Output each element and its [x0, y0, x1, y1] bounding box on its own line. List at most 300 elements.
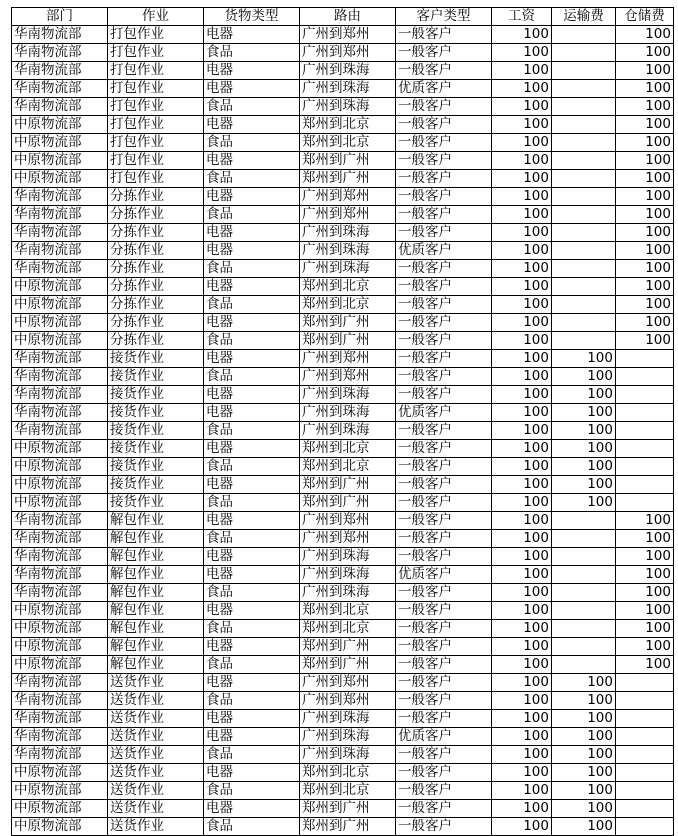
cell-wage[interactable]: 100 — [492, 170, 552, 188]
cell-department[interactable]: 华南物流部 — [12, 80, 108, 98]
cell-department[interactable]: 华南物流部 — [12, 674, 108, 692]
cell-goods-type[interactable]: 食品 — [204, 422, 300, 440]
cell-storage-fee[interactable]: 100 — [616, 152, 674, 170]
cell-customer-type[interactable]: 一般客户 — [396, 638, 492, 656]
cell-customer-type[interactable]: 一般客户 — [396, 530, 492, 548]
cell-department[interactable]: 中原物流部 — [12, 134, 108, 152]
cell-wage[interactable]: 100 — [492, 638, 552, 656]
cell-operation[interactable]: 送货作业 — [108, 746, 204, 764]
cell-route[interactable]: 广州到珠海 — [300, 584, 396, 602]
cell-transport-fee[interactable]: 100 — [552, 764, 616, 782]
cell-wage[interactable]: 100 — [492, 242, 552, 260]
cell-operation[interactable]: 打包作业 — [108, 134, 204, 152]
cell-goods-type[interactable]: 食品 — [204, 206, 300, 224]
cell-transport-fee[interactable]: 100 — [552, 800, 616, 818]
cell-operation[interactable]: 送货作业 — [108, 674, 204, 692]
cell-operation[interactable]: 打包作业 — [108, 170, 204, 188]
cell-goods-type[interactable]: 食品 — [204, 44, 300, 62]
cell-storage-fee[interactable]: 100 — [616, 98, 674, 116]
cell-customer-type[interactable]: 一般客户 — [396, 674, 492, 692]
cell-storage-fee[interactable]: 100 — [616, 332, 674, 350]
cell-department[interactable]: 华南物流部 — [12, 260, 108, 278]
cell-customer-type[interactable]: 优质客户 — [396, 242, 492, 260]
cell-route[interactable]: 广州到郑州 — [300, 512, 396, 530]
cell-goods-type[interactable]: 食品 — [204, 260, 300, 278]
cell-storage-fee[interactable]: 100 — [616, 260, 674, 278]
cell-route[interactable]: 广州到珠海 — [300, 422, 396, 440]
cell-customer-type[interactable]: 一般客户 — [396, 332, 492, 350]
cell-goods-type[interactable]: 电器 — [204, 764, 300, 782]
cell-transport-fee[interactable] — [552, 116, 616, 134]
cell-route[interactable]: 郑州到广州 — [300, 656, 396, 674]
cell-wage[interactable]: 100 — [492, 764, 552, 782]
cell-wage[interactable]: 100 — [492, 530, 552, 548]
cell-customer-type[interactable]: 一般客户 — [396, 134, 492, 152]
cell-department[interactable]: 华南物流部 — [12, 566, 108, 584]
cell-wage[interactable]: 100 — [492, 134, 552, 152]
cell-department[interactable]: 中原物流部 — [12, 620, 108, 638]
cell-route[interactable]: 广州到郑州 — [300, 44, 396, 62]
cell-customer-type[interactable]: 一般客户 — [396, 476, 492, 494]
cell-route[interactable]: 广州到珠海 — [300, 62, 396, 80]
col-header-department[interactable]: 部门 — [12, 8, 108, 26]
cell-route[interactable]: 郑州到北京 — [300, 620, 396, 638]
cell-operation[interactable]: 分拣作业 — [108, 242, 204, 260]
cell-wage[interactable]: 100 — [492, 350, 552, 368]
cell-wage[interactable]: 100 — [492, 458, 552, 476]
cell-department[interactable]: 华南物流部 — [12, 44, 108, 62]
cell-operation[interactable]: 送货作业 — [108, 782, 204, 800]
cell-storage-fee[interactable]: 100 — [616, 134, 674, 152]
cell-department[interactable]: 华南物流部 — [12, 62, 108, 80]
cell-goods-type[interactable]: 食品 — [204, 368, 300, 386]
cell-storage-fee[interactable] — [616, 350, 674, 368]
cell-goods-type[interactable]: 电器 — [204, 386, 300, 404]
cell-operation[interactable]: 接货作业 — [108, 440, 204, 458]
cell-operation[interactable]: 送货作业 — [108, 692, 204, 710]
cell-wage[interactable]: 100 — [492, 260, 552, 278]
cell-customer-type[interactable]: 一般客户 — [396, 548, 492, 566]
cell-operation[interactable]: 打包作业 — [108, 98, 204, 116]
cell-operation[interactable]: 解包作业 — [108, 656, 204, 674]
cell-transport-fee[interactable]: 100 — [552, 404, 616, 422]
cell-operation[interactable]: 打包作业 — [108, 44, 204, 62]
cell-route[interactable]: 广州到珠海 — [300, 548, 396, 566]
cell-goods-type[interactable]: 食品 — [204, 620, 300, 638]
cell-storage-fee[interactable] — [616, 458, 674, 476]
cell-transport-fee[interactable] — [552, 224, 616, 242]
cell-wage[interactable]: 100 — [492, 368, 552, 386]
cell-customer-type[interactable]: 一般客户 — [396, 62, 492, 80]
cell-customer-type[interactable]: 一般客户 — [396, 350, 492, 368]
cell-goods-type[interactable]: 食品 — [204, 656, 300, 674]
cell-operation[interactable]: 分拣作业 — [108, 224, 204, 242]
cell-transport-fee[interactable] — [552, 152, 616, 170]
cell-department[interactable]: 中原物流部 — [12, 314, 108, 332]
cell-wage[interactable]: 100 — [492, 548, 552, 566]
cell-storage-fee[interactable]: 100 — [616, 656, 674, 674]
cell-transport-fee[interactable] — [552, 44, 616, 62]
cell-department[interactable]: 中原物流部 — [12, 782, 108, 800]
cell-customer-type[interactable]: 一般客户 — [396, 746, 492, 764]
cell-wage[interactable]: 100 — [492, 746, 552, 764]
cell-department[interactable]: 中原物流部 — [12, 656, 108, 674]
cell-transport-fee[interactable]: 100 — [552, 494, 616, 512]
cell-wage[interactable]: 100 — [492, 332, 552, 350]
cell-transport-fee[interactable]: 100 — [552, 782, 616, 800]
cell-goods-type[interactable]: 食品 — [204, 818, 300, 836]
cell-storage-fee[interactable]: 100 — [616, 314, 674, 332]
cell-route[interactable]: 广州到珠海 — [300, 746, 396, 764]
cell-transport-fee[interactable] — [552, 638, 616, 656]
cell-wage[interactable]: 100 — [492, 674, 552, 692]
cell-operation[interactable]: 解包作业 — [108, 620, 204, 638]
cell-route[interactable]: 郑州到北京 — [300, 602, 396, 620]
cell-storage-fee[interactable]: 100 — [616, 26, 674, 44]
cell-department[interactable]: 中原物流部 — [12, 638, 108, 656]
cell-operation[interactable]: 打包作业 — [108, 80, 204, 98]
cell-customer-type[interactable]: 一般客户 — [396, 692, 492, 710]
cell-goods-type[interactable]: 电器 — [204, 638, 300, 656]
cell-goods-type[interactable]: 电器 — [204, 152, 300, 170]
cell-transport-fee[interactable] — [552, 26, 616, 44]
cell-operation[interactable]: 接货作业 — [108, 350, 204, 368]
cell-transport-fee[interactable] — [552, 98, 616, 116]
cell-goods-type[interactable]: 电器 — [204, 314, 300, 332]
cell-goods-type[interactable]: 食品 — [204, 134, 300, 152]
cell-route[interactable]: 广州到珠海 — [300, 710, 396, 728]
cell-goods-type[interactable]: 电器 — [204, 62, 300, 80]
cell-goods-type[interactable]: 食品 — [204, 782, 300, 800]
cell-storage-fee[interactable] — [616, 440, 674, 458]
cell-goods-type[interactable]: 电器 — [204, 404, 300, 422]
cell-transport-fee[interactable] — [552, 278, 616, 296]
cell-department[interactable]: 中原物流部 — [12, 602, 108, 620]
cell-wage[interactable]: 100 — [492, 584, 552, 602]
cell-customer-type[interactable]: 一般客户 — [396, 296, 492, 314]
cell-department[interactable]: 中原物流部 — [12, 170, 108, 188]
cell-wage[interactable]: 100 — [492, 224, 552, 242]
cell-route[interactable]: 广州到郑州 — [300, 530, 396, 548]
cell-operation[interactable]: 分拣作业 — [108, 296, 204, 314]
cell-route[interactable]: 郑州到北京 — [300, 782, 396, 800]
cell-route[interactable]: 郑州到广州 — [300, 332, 396, 350]
cell-customer-type[interactable]: 一般客户 — [396, 98, 492, 116]
cell-storage-fee[interactable] — [616, 386, 674, 404]
cell-department[interactable]: 华南物流部 — [12, 224, 108, 242]
cell-wage[interactable]: 100 — [492, 692, 552, 710]
cell-goods-type[interactable]: 食品 — [204, 296, 300, 314]
cell-department[interactable]: 华南物流部 — [12, 692, 108, 710]
cell-goods-type[interactable]: 食品 — [204, 332, 300, 350]
cell-transport-fee[interactable] — [552, 566, 616, 584]
cell-route[interactable]: 广州到珠海 — [300, 224, 396, 242]
cell-customer-type[interactable]: 优质客户 — [396, 404, 492, 422]
cell-operation[interactable]: 分拣作业 — [108, 314, 204, 332]
cell-department[interactable]: 中原物流部 — [12, 296, 108, 314]
cell-transport-fee[interactable]: 100 — [552, 692, 616, 710]
cell-department[interactable]: 华南物流部 — [12, 548, 108, 566]
cell-wage[interactable]: 100 — [492, 62, 552, 80]
cell-customer-type[interactable]: 一般客户 — [396, 584, 492, 602]
cell-storage-fee[interactable] — [616, 404, 674, 422]
cell-department[interactable]: 中原物流部 — [12, 332, 108, 350]
cell-customer-type[interactable]: 一般客户 — [396, 152, 492, 170]
cell-wage[interactable]: 100 — [492, 800, 552, 818]
cell-storage-fee[interactable]: 100 — [616, 602, 674, 620]
cell-customer-type[interactable]: 一般客户 — [396, 26, 492, 44]
cell-operation[interactable]: 接货作业 — [108, 476, 204, 494]
cell-operation[interactable]: 送货作业 — [108, 728, 204, 746]
cell-storage-fee[interactable] — [616, 368, 674, 386]
cell-operation[interactable]: 接货作业 — [108, 422, 204, 440]
cell-route[interactable]: 郑州到广州 — [300, 800, 396, 818]
col-header-route[interactable]: 路由 — [300, 8, 396, 26]
cell-route[interactable]: 郑州到广州 — [300, 818, 396, 836]
cell-route[interactable]: 郑州到广州 — [300, 152, 396, 170]
cell-customer-type[interactable]: 一般客户 — [396, 782, 492, 800]
cell-department[interactable]: 华南物流部 — [12, 206, 108, 224]
cell-goods-type[interactable]: 电器 — [204, 602, 300, 620]
cell-goods-type[interactable]: 电器 — [204, 728, 300, 746]
cell-goods-type[interactable]: 电器 — [204, 710, 300, 728]
cell-storage-fee[interactable] — [616, 476, 674, 494]
cell-operation[interactable]: 送货作业 — [108, 800, 204, 818]
cell-goods-type[interactable]: 电器 — [204, 440, 300, 458]
cell-customer-type[interactable]: 一般客户 — [396, 710, 492, 728]
cell-goods-type[interactable]: 电器 — [204, 188, 300, 206]
cell-goods-type[interactable]: 电器 — [204, 566, 300, 584]
cell-storage-fee[interactable]: 100 — [616, 512, 674, 530]
cell-route[interactable]: 郑州到广州 — [300, 170, 396, 188]
cell-storage-fee[interactable]: 100 — [616, 620, 674, 638]
cell-customer-type[interactable]: 一般客户 — [396, 458, 492, 476]
cell-wage[interactable]: 100 — [492, 314, 552, 332]
cell-operation[interactable]: 打包作业 — [108, 116, 204, 134]
cell-customer-type[interactable]: 一般客户 — [396, 116, 492, 134]
cell-transport-fee[interactable]: 100 — [552, 746, 616, 764]
cell-storage-fee[interactable]: 100 — [616, 62, 674, 80]
cell-storage-fee[interactable]: 100 — [616, 188, 674, 206]
cell-customer-type[interactable]: 优质客户 — [396, 728, 492, 746]
cell-route[interactable]: 广州到珠海 — [300, 242, 396, 260]
cell-storage-fee[interactable]: 100 — [616, 80, 674, 98]
cell-wage[interactable]: 100 — [492, 26, 552, 44]
cell-storage-fee[interactable] — [616, 800, 674, 818]
cell-operation[interactable]: 解包作业 — [108, 548, 204, 566]
cell-operation[interactable]: 解包作业 — [108, 512, 204, 530]
cell-route[interactable]: 郑州到广州 — [300, 494, 396, 512]
cell-route[interactable]: 郑州到北京 — [300, 458, 396, 476]
cell-transport-fee[interactable] — [552, 314, 616, 332]
cell-goods-type[interactable]: 食品 — [204, 746, 300, 764]
cell-route[interactable]: 广州到郑州 — [300, 368, 396, 386]
cell-transport-fee[interactable] — [552, 170, 616, 188]
cell-customer-type[interactable]: 一般客户 — [396, 800, 492, 818]
cell-storage-fee[interactable]: 100 — [616, 530, 674, 548]
cell-department[interactable]: 中原物流部 — [12, 152, 108, 170]
cell-operation[interactable]: 送货作业 — [108, 764, 204, 782]
cell-customer-type[interactable]: 一般客户 — [396, 440, 492, 458]
cell-department[interactable]: 华南物流部 — [12, 422, 108, 440]
cell-storage-fee[interactable]: 100 — [616, 44, 674, 62]
cell-customer-type[interactable]: 优质客户 — [396, 80, 492, 98]
cell-operation[interactable]: 分拣作业 — [108, 206, 204, 224]
cell-department[interactable]: 华南物流部 — [12, 386, 108, 404]
cell-department[interactable]: 华南物流部 — [12, 368, 108, 386]
cell-wage[interactable]: 100 — [492, 206, 552, 224]
cell-operation[interactable]: 接货作业 — [108, 458, 204, 476]
cell-transport-fee[interactable] — [552, 584, 616, 602]
cell-storage-fee[interactable] — [616, 710, 674, 728]
cell-transport-fee[interactable] — [552, 332, 616, 350]
cell-customer-type[interactable]: 一般客户 — [396, 602, 492, 620]
cell-route[interactable]: 广州到珠海 — [300, 566, 396, 584]
cell-department[interactable]: 华南物流部 — [12, 530, 108, 548]
cell-operation[interactable]: 接货作业 — [108, 386, 204, 404]
cell-department[interactable]: 华南物流部 — [12, 98, 108, 116]
col-header-customer-type[interactable]: 客户类型 — [396, 8, 492, 26]
cell-department[interactable]: 华南物流部 — [12, 746, 108, 764]
cell-wage[interactable]: 100 — [492, 602, 552, 620]
cell-department[interactable]: 中原物流部 — [12, 764, 108, 782]
cell-wage[interactable]: 100 — [492, 728, 552, 746]
cell-transport-fee[interactable] — [552, 296, 616, 314]
cell-wage[interactable]: 100 — [492, 44, 552, 62]
cell-customer-type[interactable]: 一般客户 — [396, 170, 492, 188]
cell-department[interactable]: 中原物流部 — [12, 476, 108, 494]
cell-customer-type[interactable]: 一般客户 — [396, 224, 492, 242]
cell-transport-fee[interactable] — [552, 656, 616, 674]
cell-route[interactable]: 广州到郑州 — [300, 26, 396, 44]
cell-wage[interactable]: 100 — [492, 512, 552, 530]
cell-storage-fee[interactable] — [616, 782, 674, 800]
cell-goods-type[interactable]: 食品 — [204, 98, 300, 116]
cell-storage-fee[interactable]: 100 — [616, 278, 674, 296]
cell-transport-fee[interactable] — [552, 80, 616, 98]
cell-goods-type[interactable]: 食品 — [204, 458, 300, 476]
cell-department[interactable]: 中原物流部 — [12, 800, 108, 818]
cell-customer-type[interactable]: 优质客户 — [396, 566, 492, 584]
cell-storage-fee[interactable] — [616, 692, 674, 710]
cell-transport-fee[interactable] — [552, 602, 616, 620]
cell-department[interactable]: 华南物流部 — [12, 26, 108, 44]
cell-operation[interactable]: 打包作业 — [108, 62, 204, 80]
cell-storage-fee[interactable]: 100 — [616, 584, 674, 602]
cell-customer-type[interactable]: 一般客户 — [396, 314, 492, 332]
cell-transport-fee[interactable]: 100 — [552, 350, 616, 368]
cell-wage[interactable]: 100 — [492, 404, 552, 422]
cell-transport-fee[interactable]: 100 — [552, 476, 616, 494]
cell-route[interactable]: 郑州到北京 — [300, 296, 396, 314]
col-header-operation[interactable]: 作业 — [108, 8, 204, 26]
cell-department[interactable]: 华南物流部 — [12, 404, 108, 422]
cell-wage[interactable]: 100 — [492, 620, 552, 638]
cell-storage-fee[interactable] — [616, 494, 674, 512]
cell-goods-type[interactable]: 食品 — [204, 584, 300, 602]
cell-wage[interactable]: 100 — [492, 494, 552, 512]
cell-transport-fee[interactable] — [552, 620, 616, 638]
cell-operation[interactable]: 接货作业 — [108, 368, 204, 386]
cell-department[interactable]: 中原物流部 — [12, 116, 108, 134]
cell-department[interactable]: 华南物流部 — [12, 242, 108, 260]
cell-wage[interactable]: 100 — [492, 116, 552, 134]
cell-goods-type[interactable]: 食品 — [204, 530, 300, 548]
cell-goods-type[interactable]: 电器 — [204, 80, 300, 98]
cell-operation[interactable]: 解包作业 — [108, 584, 204, 602]
cell-goods-type[interactable]: 电器 — [204, 242, 300, 260]
cell-customer-type[interactable]: 一般客户 — [396, 512, 492, 530]
cell-wage[interactable]: 100 — [492, 656, 552, 674]
cell-route[interactable]: 广州到珠海 — [300, 728, 396, 746]
cell-department[interactable]: 华南物流部 — [12, 188, 108, 206]
cell-storage-fee[interactable]: 100 — [616, 116, 674, 134]
cell-transport-fee[interactable]: 100 — [552, 368, 616, 386]
cell-wage[interactable]: 100 — [492, 818, 552, 836]
cell-transport-fee[interactable] — [552, 242, 616, 260]
cell-transport-fee[interactable] — [552, 512, 616, 530]
cell-customer-type[interactable]: 一般客户 — [396, 494, 492, 512]
cell-department[interactable]: 华南物流部 — [12, 584, 108, 602]
cell-department[interactable]: 中原物流部 — [12, 818, 108, 836]
cell-operation[interactable]: 解包作业 — [108, 638, 204, 656]
cell-customer-type[interactable]: 一般客户 — [396, 422, 492, 440]
cell-storage-fee[interactable] — [616, 818, 674, 836]
cell-goods-type[interactable]: 电器 — [204, 26, 300, 44]
cell-storage-fee[interactable]: 100 — [616, 224, 674, 242]
cell-goods-type[interactable]: 电器 — [204, 350, 300, 368]
cell-route[interactable]: 广州到郑州 — [300, 350, 396, 368]
cell-customer-type[interactable]: 一般客户 — [396, 44, 492, 62]
cell-route[interactable]: 广州到珠海 — [300, 80, 396, 98]
cell-operation[interactable]: 送货作业 — [108, 818, 204, 836]
cell-route[interactable]: 广州到郑州 — [300, 692, 396, 710]
cell-wage[interactable]: 100 — [492, 98, 552, 116]
cell-route[interactable]: 郑州到北京 — [300, 278, 396, 296]
cell-wage[interactable]: 100 — [492, 476, 552, 494]
cell-route[interactable]: 广州到郑州 — [300, 674, 396, 692]
cell-wage[interactable]: 100 — [492, 566, 552, 584]
cell-route[interactable]: 广州到珠海 — [300, 98, 396, 116]
cell-storage-fee[interactable]: 100 — [616, 548, 674, 566]
cell-goods-type[interactable]: 电器 — [204, 224, 300, 242]
cell-transport-fee[interactable]: 100 — [552, 728, 616, 746]
cell-route[interactable]: 广州到珠海 — [300, 386, 396, 404]
cell-storage-fee[interactable]: 100 — [616, 296, 674, 314]
cell-route[interactable]: 郑州到北京 — [300, 440, 396, 458]
cell-department[interactable]: 中原物流部 — [12, 458, 108, 476]
cell-department[interactable]: 中原物流部 — [12, 440, 108, 458]
cell-operation[interactable]: 解包作业 — [108, 602, 204, 620]
col-header-wage[interactable]: 工资 — [492, 8, 552, 26]
cell-wage[interactable]: 100 — [492, 278, 552, 296]
cell-transport-fee[interactable] — [552, 134, 616, 152]
cell-customer-type[interactable]: 一般客户 — [396, 206, 492, 224]
cell-storage-fee[interactable] — [616, 764, 674, 782]
cell-department[interactable]: 华南物流部 — [12, 710, 108, 728]
cell-storage-fee[interactable]: 100 — [616, 242, 674, 260]
cell-customer-type[interactable]: 一般客户 — [396, 764, 492, 782]
cell-department[interactable]: 中原物流部 — [12, 278, 108, 296]
cell-route[interactable]: 郑州到北京 — [300, 134, 396, 152]
cell-storage-fee[interactable] — [616, 728, 674, 746]
cell-customer-type[interactable]: 一般客户 — [396, 620, 492, 638]
cell-customer-type[interactable]: 一般客户 — [396, 818, 492, 836]
cell-operation[interactable]: 分拣作业 — [108, 332, 204, 350]
cell-customer-type[interactable]: 一般客户 — [396, 260, 492, 278]
cell-wage[interactable]: 100 — [492, 440, 552, 458]
cell-department[interactable]: 华南物流部 — [12, 728, 108, 746]
